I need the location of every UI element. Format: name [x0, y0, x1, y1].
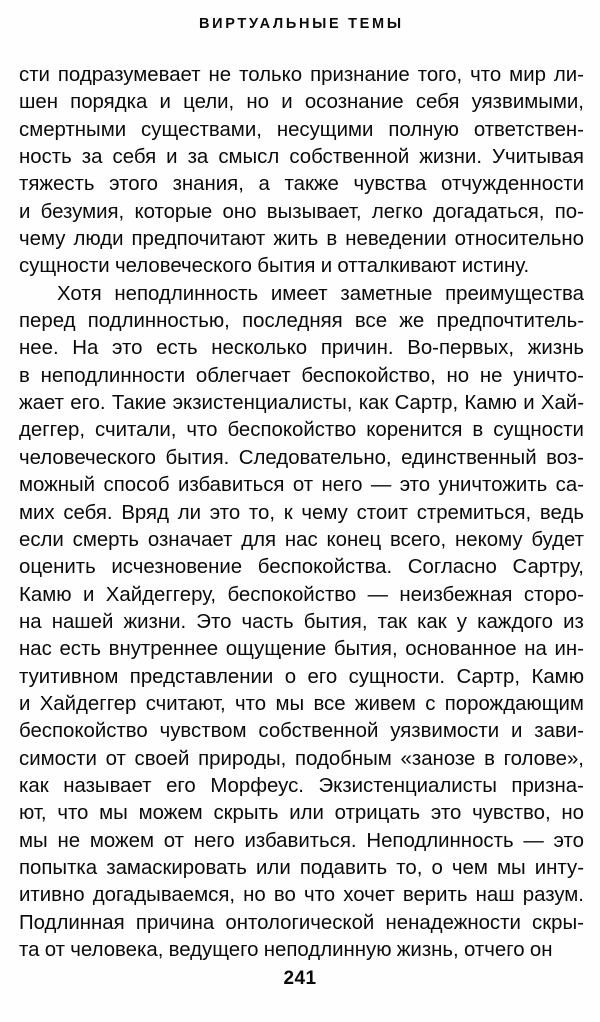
text-word: которые [134, 200, 213, 223]
text-word: подразумевает [57, 64, 201, 86]
text-line [19, 828, 584, 855]
text-line [19, 472, 584, 499]
text-word: бытия, [303, 610, 368, 633]
text-word: сущности [493, 419, 584, 442]
text-word: оценить [19, 556, 96, 579]
text-line [19, 937, 584, 964]
text-word: На [72, 337, 99, 360]
text-word: Сартр, [394, 392, 459, 415]
text-word: отчего [464, 939, 525, 961]
text-word: что [186, 419, 218, 442]
text-word: инту- [534, 856, 584, 879]
text-word: сторо- [523, 583, 584, 606]
text-word: уязвимости [390, 720, 500, 743]
text-word: его. [70, 392, 106, 415]
text-word: неподлинности [40, 364, 186, 387]
text-word: отчужденности [441, 173, 584, 196]
text-word: существами, [141, 118, 262, 141]
text-word: не [57, 829, 81, 852]
text-word: о [284, 665, 297, 688]
text-word: некому [454, 528, 523, 551]
text-word: а [258, 173, 270, 196]
text-word: полную [388, 118, 459, 141]
text-word: несколько [211, 337, 308, 360]
text-word: беспокойство [19, 720, 148, 743]
text-line [19, 117, 584, 144]
text-line [19, 527, 584, 554]
text-word: смертными [19, 118, 127, 141]
text-word: во [273, 884, 296, 907]
text-line [19, 609, 584, 636]
text-word: собственной [258, 720, 379, 743]
text-word: уничтожить [438, 474, 548, 497]
text-word: это [553, 829, 584, 852]
text-word: и [82, 583, 95, 606]
text-word: от [44, 939, 65, 961]
text-word: нашей [51, 610, 114, 633]
text-word: его [307, 665, 338, 688]
text-word: мир [509, 64, 546, 86]
text-word: же [399, 310, 425, 333]
text-word: и [281, 91, 293, 114]
text-word: чем [451, 856, 488, 879]
text-word: на [19, 610, 42, 633]
text-line [19, 144, 584, 171]
text-word: за [187, 146, 209, 169]
text-word: Учитывая [492, 146, 584, 169]
text-word: мы [497, 856, 526, 879]
text-word: чувства [353, 173, 427, 196]
text-word: о [431, 856, 443, 879]
text-line [19, 554, 584, 581]
text-word: означает [147, 528, 233, 551]
text-word: Хай- [540, 392, 584, 415]
text-word: или [256, 856, 291, 879]
text-word: относительно [454, 228, 584, 251]
text-word: стоит [356, 501, 408, 524]
text-word: скры- [532, 911, 584, 934]
text-word: но [446, 364, 470, 387]
text-word: но [561, 802, 584, 825]
text-word: знания, [172, 173, 244, 196]
text-word: Экзистенциалисты [318, 774, 497, 797]
text-line [19, 664, 584, 691]
text-word: коренится [366, 419, 463, 442]
text-word: стремиться, [416, 501, 532, 524]
text-word: Хайдеггеру, [105, 583, 217, 606]
text-word: с [425, 692, 436, 715]
text-word: что [304, 884, 336, 907]
text-line [19, 582, 584, 609]
text-word: считали, [95, 419, 177, 442]
text-word: неизбежная [399, 583, 513, 606]
text-word: в [484, 747, 495, 770]
text-word: избавиться. [244, 829, 357, 852]
text-word: только [239, 64, 303, 86]
text-word: цели, [183, 91, 235, 114]
text-word: к [283, 501, 293, 524]
text-word: того, [417, 64, 463, 86]
text-word: порядка [70, 91, 148, 114]
text-word: вызывает, [266, 200, 362, 223]
text-word: Неподлинность [366, 829, 514, 852]
text-word: это [209, 501, 241, 524]
text-word: призна- [511, 774, 584, 797]
text-line [19, 773, 584, 800]
text-word: можем [89, 829, 154, 852]
text-word: предпочтитель- [436, 310, 584, 333]
text-word: есть [59, 638, 101, 661]
text-word: в [472, 419, 484, 442]
text-word: отрицать [334, 802, 421, 825]
text-line [19, 390, 584, 417]
text-word: «занозе [400, 747, 476, 770]
text-word: Это [196, 610, 232, 633]
text-word: и [19, 692, 31, 715]
text-word: признание [310, 64, 410, 86]
text-line [19, 910, 584, 937]
text-word: Хотя [57, 282, 102, 305]
text-word: ли- [553, 64, 584, 86]
text-word: и [166, 146, 178, 169]
text-word: своей [134, 747, 190, 770]
text-word: преимущества [445, 282, 584, 305]
text-word: него [321, 474, 363, 497]
text-word: Сартр, [456, 665, 520, 688]
text-word: себя [415, 91, 460, 114]
text-word: смерть [72, 528, 140, 551]
text-word: его [166, 774, 196, 797]
text-word: у [456, 610, 467, 633]
text-word: ненадежности [385, 911, 521, 934]
text-word: онтологической [225, 911, 375, 934]
text-line [19, 636, 584, 663]
text-word: живем [354, 692, 416, 715]
text-word: человеческого [19, 446, 156, 469]
text-word: исчезновение [111, 556, 243, 579]
text-word: Камю [531, 665, 584, 688]
text-word: сти [19, 64, 50, 86]
text-word: чему [19, 228, 66, 251]
text-line [19, 882, 584, 909]
text-word: как [19, 774, 49, 797]
text-line [19, 281, 584, 308]
text-word: хочет [343, 884, 395, 907]
text-word: в [326, 228, 338, 251]
text-word: внутреннее [108, 638, 219, 661]
text-word: осознание [304, 91, 404, 114]
text-word: и [320, 255, 333, 278]
text-word: Такие [111, 392, 167, 415]
text-word: подлинностью, [87, 310, 230, 333]
text-word: имеет [270, 282, 328, 305]
text-line [19, 445, 584, 472]
text-word: сущности [19, 255, 110, 278]
text-line [19, 718, 584, 745]
text-line [19, 500, 584, 527]
text-word: Следовательно, [238, 446, 392, 469]
text-word: истину. [461, 255, 530, 278]
text-word: чувство, [472, 802, 551, 825]
text-word: также [284, 173, 339, 196]
text-word: жизнь [527, 337, 584, 360]
text-word: тяжесть [19, 173, 95, 196]
text-line [19, 800, 584, 827]
text-word: ли [177, 501, 202, 524]
text-word: сущности. [348, 665, 445, 688]
text-word: из [563, 610, 584, 633]
text-word: перед [19, 310, 76, 333]
text-word: все [354, 310, 388, 333]
text-word: бытия. [165, 446, 230, 469]
text-line [19, 363, 584, 390]
text-word: способ [103, 474, 170, 497]
text-word: от [105, 747, 126, 770]
text-line [19, 417, 584, 444]
text-word: это [112, 337, 143, 360]
text-word: оно [222, 200, 257, 223]
text-word: для [241, 528, 277, 551]
text-word: экзистенциалисты, [172, 392, 353, 415]
text-word: верить [402, 884, 468, 907]
text-word: отталкивают [337, 255, 457, 278]
text-word: ность [19, 146, 72, 169]
text-word: подавить [299, 856, 388, 879]
text-word: природы, [198, 747, 287, 770]
text-word: несущими [276, 118, 374, 141]
text-word: легко [371, 200, 423, 223]
text-word: скрыть [213, 802, 279, 825]
text-word: то, [396, 856, 423, 879]
text-word: попытка [19, 856, 98, 879]
text-word: так [377, 610, 407, 633]
text-word: или [289, 802, 324, 825]
text-word: смысл [218, 146, 280, 169]
text-line [19, 253, 584, 280]
text-line [19, 746, 584, 773]
text-word: неведении [345, 228, 447, 251]
text-word: что [57, 802, 89, 825]
text-word: и [510, 720, 523, 743]
text-word: Во-первых, [407, 337, 515, 360]
text-word: деггер, [19, 419, 86, 442]
text-word: и [19, 200, 31, 223]
text-word: — [370, 474, 392, 497]
text-word: ответствен- [473, 118, 584, 141]
text-line [19, 691, 584, 718]
text-word: можем [138, 802, 203, 825]
text-word: представлении [129, 665, 274, 688]
text-word: все [313, 692, 346, 715]
text-word: порождающим [444, 692, 584, 715]
text-word: от [292, 474, 314, 497]
text-word: мы [19, 829, 48, 852]
text-word: и [523, 392, 535, 415]
text-word: уязвимыми, [471, 91, 584, 114]
text-word: на [524, 638, 547, 661]
text-word: беспокойство, [301, 364, 436, 387]
text-word: догадаться, [433, 200, 545, 223]
text-word: Подлинная [19, 911, 125, 934]
text-word: часть [241, 610, 294, 633]
text-word: предпочитают [131, 228, 266, 251]
text-word: основанное [405, 638, 517, 661]
text-word: шен [19, 91, 58, 114]
text-word: можный [19, 474, 96, 497]
text-word: причин. [320, 337, 394, 360]
text-word: человека, [70, 939, 164, 961]
text-word: мих [19, 501, 55, 524]
text-word: бытия [257, 255, 316, 278]
text-word: облегчает [195, 364, 291, 387]
text-word: будет [531, 528, 584, 551]
text-word: по- [554, 200, 584, 223]
text-word: каждого [477, 610, 554, 633]
text-word: как [358, 392, 389, 415]
text-word: что [235, 692, 267, 715]
text-word: есть [156, 337, 198, 360]
text-word: не [479, 364, 503, 387]
text-line [19, 335, 584, 362]
text-word: жизни. [123, 610, 187, 633]
text-word: себя. [63, 501, 113, 524]
text-word: него [193, 829, 235, 852]
text-word: — [367, 583, 388, 606]
text-word: неподлинную [263, 939, 392, 961]
text-word: Камю [19, 583, 72, 606]
text-word: то, [248, 501, 276, 524]
text-word: зави- [534, 720, 584, 743]
text-word: итивно [19, 884, 85, 907]
text-line [19, 855, 584, 882]
text-word: воз- [546, 446, 584, 469]
text-line [19, 62, 584, 89]
text-word: — [523, 829, 544, 852]
text-word: голове», [503, 747, 584, 770]
text-word: жает [19, 392, 64, 415]
text-word: мы [99, 802, 128, 825]
text-word: это [430, 802, 462, 825]
text-word: и [159, 91, 171, 114]
text-word: люди [73, 228, 124, 251]
text-word: мы [275, 692, 305, 715]
text-word: он [529, 939, 553, 961]
text-word: ведущего [168, 939, 259, 961]
text-word: человеческого [115, 255, 252, 278]
running-head: ВИРТУАЛЬНЫЕ ТЕМЫ [198, 16, 404, 32]
text-word: разум. [522, 884, 584, 907]
text-line [19, 226, 584, 253]
text-line [19, 89, 584, 116]
text-word: догадываемся, [92, 884, 236, 907]
text-word: Морфеус. [210, 774, 304, 797]
text-word: собственной [289, 146, 410, 169]
text-word: туитивном [19, 665, 119, 688]
text-word: бытия, [333, 638, 398, 661]
text-word: всего, [390, 528, 447, 551]
text-word: жить [273, 228, 319, 251]
text-word: единственный [401, 446, 537, 469]
text-word: жизни. [419, 146, 482, 169]
text-word: причина [135, 911, 215, 934]
text-word: это [399, 474, 431, 497]
page-number: 241 [283, 968, 317, 989]
text-word: заметные [340, 282, 433, 305]
text-word: но [243, 884, 266, 907]
text-word: беспокойство [227, 419, 357, 442]
text-word: ощущение [225, 638, 327, 661]
text-word: чувством [159, 720, 247, 743]
text-word: себя [112, 146, 157, 169]
text-word: как [417, 610, 447, 633]
text-word: от [163, 829, 184, 852]
text-word: избавиться [177, 474, 285, 497]
body-text-block [19, 62, 584, 964]
text-word: ин- [554, 638, 584, 661]
text-word: чему [301, 501, 348, 524]
text-word: нее. [19, 337, 59, 360]
text-word: не [208, 64, 232, 86]
text-word: что [470, 64, 502, 86]
text-word: жизнь, [396, 939, 459, 961]
text-word: симости [19, 747, 97, 770]
text-word: беспокойство [227, 583, 357, 606]
text-word: считают, [145, 692, 226, 715]
text-word: ведь [539, 501, 584, 524]
text-word: замаскировать [106, 856, 247, 879]
text-word: за [81, 146, 103, 169]
text-word: са- [555, 474, 584, 497]
text-word: наш [475, 884, 515, 907]
text-word: называет [63, 774, 152, 797]
text-word: последняя [242, 310, 343, 333]
text-line [19, 308, 584, 335]
text-line [19, 199, 584, 226]
text-line [19, 171, 584, 198]
text-word: если [19, 528, 64, 551]
text-word: но [246, 91, 270, 114]
text-word: нас [284, 528, 318, 551]
text-word: этого [109, 173, 158, 196]
text-word: уничто- [513, 364, 584, 387]
text-word: та [19, 939, 40, 961]
text-word: ют, [19, 802, 47, 825]
text-word: Камю [464, 392, 517, 415]
text-word: подобным [295, 747, 392, 770]
text-word: безумия, [40, 200, 125, 223]
text-word: Сартру, [512, 556, 584, 579]
text-word: Согласно [407, 556, 497, 579]
text-word: конец [326, 528, 382, 551]
text-word: беспокойства. [257, 556, 393, 579]
text-word: Хайдеггер [39, 692, 137, 715]
text-word: неподлинность [114, 282, 259, 305]
text-word: в [19, 364, 30, 387]
text-word: Вряд [121, 501, 169, 524]
text-word: нас [19, 638, 52, 661]
